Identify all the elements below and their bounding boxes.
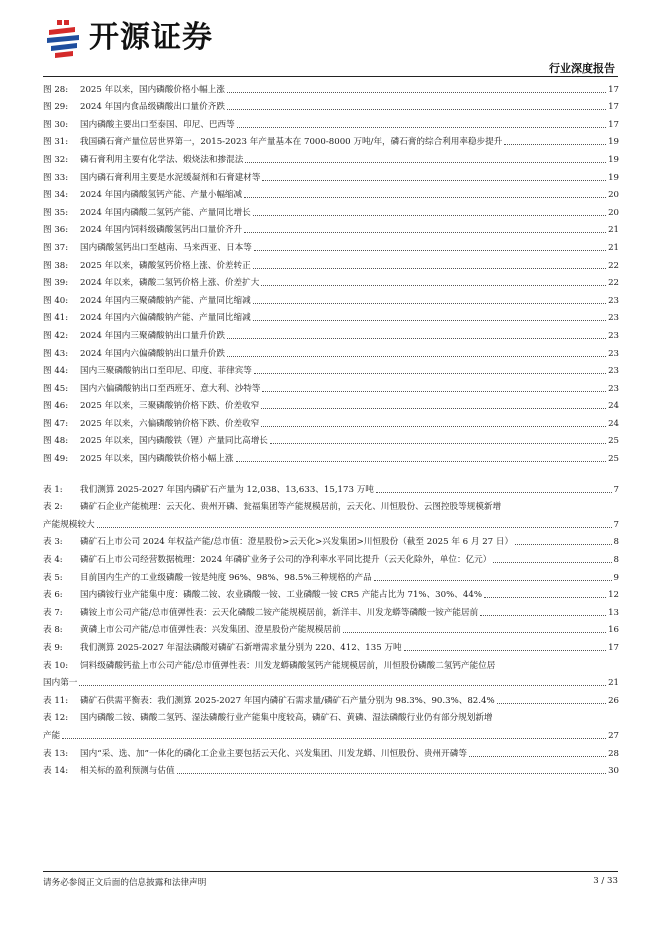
toc-entry-line: [43, 672, 619, 690]
toc-entry-page: 8: [613, 554, 619, 565]
toc-figure-entry[interactable]: [43, 324, 619, 342]
toc-entry-title: 2025 年以来，六偏磷酸钠价格下跌、价差收窄: [80, 418, 260, 429]
toc-entry-label: 图 48:: [43, 436, 69, 447]
toc-leader-dots: [253, 303, 606, 304]
toc-entry-title: 国内“采、选、加”一体化的磷化工企业主要包括云天化、兴发集团、川发龙蟒、川恒股份、贵州开磷等: [80, 748, 467, 759]
toc-leader-dots: [253, 215, 606, 216]
toc-leader-dots: [343, 632, 606, 633]
toc-entry-label: 表 3:: [43, 537, 63, 548]
toc-entry-label: 表 11:: [43, 695, 69, 706]
toc-entry-label: 图 41:: [43, 313, 69, 324]
toc-entry-label: 图 45:: [43, 383, 69, 394]
toc-entry-label: 表 14:: [43, 766, 69, 777]
toc-entry-line: [43, 654, 619, 672]
toc-entry-label: 图 30:: [43, 119, 69, 130]
toc-figure-entry[interactable]: [43, 184, 619, 202]
toc-leader-dots: [261, 426, 606, 427]
toc-entry-label: 图 47:: [43, 418, 69, 429]
toc-entry-line: [43, 760, 619, 778]
toc-leader-dots: [254, 373, 606, 374]
toc-entry-line: [43, 548, 619, 566]
toc-entry-title: 2025 年以来，国内磷酸价格小幅上涨: [80, 84, 225, 95]
table-list: [43, 478, 619, 777]
toc-entry-page: 27: [608, 730, 619, 741]
toc-entry-page: 23: [608, 348, 619, 359]
toc-entry-label: 表 5:: [43, 572, 63, 583]
toc-entry-title: 2024 年国内六偏磷酸钠出口量升价跌: [80, 348, 225, 359]
toc-entry-label: 图 37:: [43, 242, 69, 253]
toc-entry-title-continued: 产能规模较大: [43, 519, 95, 530]
toc-entry-title: 磷铵上市公司产能/总市值弹性表：云天化磷酸二铵产能规模居前，新洋丰、川发龙蟒等磷酸一铵产能居前: [80, 607, 479, 618]
toc-entry-label: 图 35:: [43, 207, 69, 218]
toc-figure-entry[interactable]: [43, 148, 619, 166]
toc-table-entry[interactable]: [43, 496, 619, 531]
toc-entry-label: 图 40:: [43, 295, 69, 306]
toc-entry-title: 2024 年以来，磷酸二氢钙价格上涨、价差扩大: [80, 278, 260, 289]
toc-entry-page: 20: [608, 207, 619, 218]
toc-entry-label: 图 32:: [43, 154, 69, 165]
toc-entry-title: 国内六偏磷酸钠出口至西班牙、意大利、沙特等: [80, 383, 261, 394]
toc-leader-dots: [227, 338, 606, 339]
toc-leader-dots: [404, 650, 606, 651]
toc-entry-page: 8: [613, 537, 619, 548]
toc-figure-entry[interactable]: [43, 307, 619, 325]
toc-entry-line: [43, 496, 619, 514]
toc-table-entry[interactable]: [43, 636, 619, 654]
toc-figure-entry[interactable]: [43, 219, 619, 237]
toc-entry-page: 23: [608, 295, 619, 306]
toc-leader-dots: [227, 356, 606, 357]
toc-entry-title: 磷矿石上市公司经营数据梳理：2024 年磷矿业务子公司的净利率水平同比提升（云天化除外，单位：亿元）: [80, 554, 492, 565]
toc-entry-line: [43, 689, 619, 707]
toc-entry-title: 相关标的盈利预测与估值: [80, 766, 175, 777]
toc-leader-dots: [515, 544, 611, 545]
toc-leader-dots: [270, 443, 606, 444]
toc-entry-label: 图 44:: [43, 366, 69, 377]
toc-entry-title: 磷矿石企业产能梳理：云天化、贵州开磷、瓮福集团等产能规模居前，云天化、川恒股份、云图控股等规模新增: [80, 502, 502, 513]
toc-entry-page: 21: [608, 225, 619, 236]
toc-entry-page: 19: [608, 172, 619, 183]
toc-entry-page: 17: [608, 119, 619, 130]
toc-leader-dots: [261, 408, 606, 409]
toc-entry-page: 23: [608, 313, 619, 324]
toc-entry-title: 2024 年国内三聚磷酸钠出口量升价跌: [80, 330, 225, 341]
toc-entry-title: 我们测算 2025-2027 年国内磷矿石产量为 12,038、13,633、15,173 万吨: [80, 484, 374, 495]
toc-leader-dots: [245, 162, 606, 163]
toc-entry-title: 2024 年国内磷酸二氢钙产能、产量同比增长: [80, 207, 251, 218]
toc-entry-page: 23: [608, 383, 619, 394]
toc-entry-label: 图 43:: [43, 348, 69, 359]
toc-leader-dots: [493, 562, 611, 563]
toc-leader-dots: [376, 492, 612, 493]
toc-table-entry[interactable]: [43, 689, 619, 707]
toc-entry-title: 国内磷酸二铵、磷酸二氢钙、湿法磷酸行业产能集中度较高，磷矿石、黄磷、湿法磷酸行业仍有部分规划新增: [80, 713, 493, 724]
footer-divider: [43, 871, 618, 872]
toc-entry-line: [43, 478, 619, 496]
toc-entry-page: 22: [608, 278, 619, 289]
toc-leader-dots: [253, 268, 606, 269]
toc-leader-dots: [227, 109, 606, 110]
toc-entry-page: 9: [613, 572, 619, 583]
toc-leader-dots: [374, 580, 612, 581]
toc-entry-title: 国内磷铵行业产能集中度：磷酸二铵、农业磷酸一铵、工业磷酸一铵 CR5 产能占比为 71%、30%、44%: [80, 590, 482, 601]
toc-entry-page: 19: [608, 137, 619, 148]
toc-entry-title: 2024 年国内食品级磷酸出口量价齐跌: [80, 102, 225, 113]
toc-entry-title: 国内磷石膏利用主要是水泥缓凝剂和石膏建材等: [80, 172, 261, 183]
toc-entry-title: 2024 年国内饲料级磷酸氢钙出口量价齐升: [80, 225, 243, 236]
toc-leader-dots: [244, 232, 606, 233]
toc-figure-entry[interactable]: [43, 289, 619, 307]
toc-table-entry[interactable]: [43, 548, 619, 566]
page-number: 3 / 33: [593, 876, 618, 886]
toc-entry-label: 图 39:: [43, 278, 69, 289]
toc-figure-entry[interactable]: [43, 96, 619, 114]
toc-entry-label: 图 34:: [43, 190, 69, 201]
toc-entry-label: 表 8:: [43, 625, 63, 636]
header-divider: [43, 76, 618, 77]
report-type-label: 行业深度报告: [549, 62, 615, 75]
toc-entry-title: 2025 年以来，国内磷酸铁价格小幅上涨: [80, 454, 234, 465]
toc-entry-page: 12: [608, 590, 619, 601]
toc-entry-title: 磷矿石上市公司 2024 年权益产能/总市值：澄星股份>云天化>兴发集团>川恒股份（截至 2025 年 6 月 27 日）: [80, 537, 514, 548]
toc-leader-dots: [261, 285, 606, 286]
toc-entry-label: 图 38:: [43, 260, 69, 271]
toc-entry-line: [43, 742, 619, 760]
toc-entry-page: 19: [608, 154, 619, 165]
toc-entry-page: 17: [608, 84, 619, 95]
toc-entry-page: 21: [608, 242, 619, 253]
toc-entry-page: 28: [608, 748, 619, 759]
toc-entry-title-continued: 产能: [43, 730, 61, 741]
toc-leader-dots: [62, 738, 606, 739]
toc-entry-line: [43, 619, 619, 637]
toc-leader-dots: [480, 615, 606, 616]
toc-leader-dots: [504, 144, 606, 145]
toc-entry-page: 20: [608, 190, 619, 201]
toc-figure-entry[interactable]: [43, 395, 619, 413]
toc-figure-entry[interactable]: [43, 377, 619, 395]
toc-entry-page: 23: [608, 366, 619, 377]
toc-entry-title: 2024 年国内六偏磷酸钠产能、产量同比缩减: [80, 313, 251, 324]
toc-entry-line: [43, 707, 619, 725]
toc-leader-dots: [79, 685, 606, 686]
toc-table-entry[interactable]: [43, 584, 619, 602]
toc-leader-dots: [469, 756, 606, 757]
toc-entry-page: 24: [608, 418, 619, 429]
toc-figure-entry[interactable]: [43, 113, 619, 131]
toc-figure-entry[interactable]: [43, 342, 619, 360]
toc-entry-page: 7: [613, 519, 619, 530]
toc-entry-line: [43, 724, 619, 742]
toc-entry-label: 图 36:: [43, 225, 69, 236]
toc-figure-entry[interactable]: [43, 447, 619, 465]
toc-entry-page: 23: [608, 330, 619, 341]
toc-entry-label: 图 49:: [43, 454, 69, 465]
toc-table-entry[interactable]: [43, 531, 619, 549]
toc-entry-page: 25: [608, 436, 619, 447]
toc-entry-label: 图 31:: [43, 137, 69, 148]
toc-entry-title: 目前国内生产的工业级磷酸一铵是纯度 96%、98%、98.5%三种规格的产品: [80, 572, 372, 583]
toc-entry-label: 图 46:: [43, 401, 69, 412]
toc-entry-title: 2025 年以来，三聚磷酸钠价格下跌、价差收窄: [80, 401, 260, 412]
toc-entry-title: 2024 年国内磷酸氢钙产能、产量小幅缩减: [80, 190, 243, 201]
toc-entry-title: 磷石膏利用主要有化学法、煅烧法和掺混法: [80, 154, 244, 165]
toc-figure-entry[interactable]: [43, 78, 619, 96]
toc-leader-dots: [236, 461, 607, 462]
toc-figure-entry[interactable]: [43, 201, 619, 219]
toc-entry-title: 国内三聚磷酸钠出口至印尼、印度、菲律宾等: [80, 366, 252, 377]
toc-table-entry[interactable]: [43, 478, 619, 496]
toc-entry-label: 图 42:: [43, 330, 69, 341]
toc-leader-dots: [497, 703, 606, 704]
toc-entry-title: 国内磷酸氢钙出口至越南、马来西亚、日本等: [80, 242, 252, 253]
toc-entry-page: 7: [613, 484, 619, 495]
toc-leader-dots: [262, 391, 606, 392]
toc-entry-page: 25: [608, 454, 619, 465]
toc-figure-entry[interactable]: [43, 131, 619, 149]
toc-entry-label: 表 13:: [43, 748, 69, 759]
brand-name: 开源证券: [89, 20, 213, 55]
toc-entry-page: 22: [608, 260, 619, 271]
toc-entry-page: 21: [608, 678, 619, 689]
toc-entry-page: 17: [608, 102, 619, 113]
toc-table-entry[interactable]: [43, 601, 619, 619]
toc-entry-label: 表 4:: [43, 554, 63, 565]
toc-entry-line: [43, 636, 619, 654]
toc-entry-title: 黄磷上市公司产能/总市值弹性表：兴发集团、澄星股份产能规模居前: [80, 625, 341, 636]
toc-leader-dots: [97, 527, 612, 528]
toc-entry-label: 表 7:: [43, 607, 63, 618]
toc-entry-page: 17: [608, 642, 619, 653]
toc-entry-line: [43, 531, 619, 549]
toc-entry-label: 表 2:: [43, 502, 63, 513]
toc-entry-label: 表 1:: [43, 484, 63, 495]
toc-entry-label: 表 10:: [43, 660, 69, 671]
toc-entry-page: 30: [608, 766, 619, 777]
toc-entry-page: 13: [608, 607, 619, 618]
toc-entry-title: 磷矿石供需平衡表：我们测算 2025-2027 年国内磷矿石需求量/磷矿石产量分别为 98.3%、90.3%、82.4%: [80, 695, 495, 706]
brand-logo: [45, 18, 265, 58]
toc-entry-label: 表 6:: [43, 590, 63, 601]
toc-figure-entry[interactable]: [43, 360, 619, 378]
toc-table-entry[interactable]: [43, 566, 619, 584]
toc-entry-page: 16: [608, 625, 619, 636]
toc-table-entry[interactable]: [43, 760, 619, 778]
toc-leader-dots: [237, 127, 606, 128]
toc-table-entry[interactable]: [43, 707, 619, 742]
toc-entry-label: 图 28:: [43, 84, 69, 95]
toc-entry-label: 表 12:: [43, 713, 69, 724]
toc-leader-dots: [227, 92, 606, 93]
toc-entry-label: 图 29:: [43, 102, 69, 113]
toc-entry-line: [43, 513, 619, 531]
toc-entry-page: 26: [608, 695, 619, 706]
toc-entry-line: [43, 566, 619, 584]
toc-leader-dots: [253, 320, 606, 321]
toc-entry-title: 我们测算 2025-2027 年湿法磷酸对磷矿石新增需求量分别为 220、412、135 万吨: [80, 642, 402, 653]
toc-leader-dots: [484, 597, 606, 598]
toc-table-entry[interactable]: [43, 654, 619, 689]
toc-figure-entry[interactable]: [43, 236, 619, 254]
footer-disclaimer: 请务必参阅正文后面的信息披露和法律声明: [43, 878, 207, 888]
toc-leader-dots: [262, 180, 606, 181]
toc-figure-entry[interactable]: [43, 254, 619, 272]
toc-leader-dots: [244, 197, 606, 198]
toc-entry-label: 图 33:: [43, 172, 69, 183]
toc-entry-title: 2025 年以来，磷酸氢钙价格上涨、价差转正: [80, 260, 251, 271]
toc-table-entry[interactable]: [43, 619, 619, 637]
toc-entry-title: 饲料级磷酸钙盐上市公司产能/总市值弹性表：川发龙蟒磷酸氢钙产能规模居前，川恒股份磷酸二氢钙产能位居: [80, 660, 496, 671]
toc-entry-title: 我国磷石膏产量位居世界第一，2015-2023 年产量基本在 7000-8000 万吨/年，磷石膏的综合利用率稳步提升: [80, 137, 503, 148]
toc-entry-label: 表 9:: [43, 642, 63, 653]
toc-leader-dots: [254, 250, 606, 251]
toc-entry-title: 国内磷酸主要出口至泰国、印尼、巴西等: [80, 119, 235, 130]
toc-figure-entry[interactable]: [43, 166, 619, 184]
toc-entry-line: [43, 601, 619, 619]
toc-table-entry[interactable]: [43, 742, 619, 760]
toc-entry-line: [43, 584, 619, 602]
toc-entry-page: 24: [608, 401, 619, 412]
toc-entry-title: 2024 年国内三聚磷酸钠产能、产量同比缩减: [80, 295, 251, 306]
toc-figure-entry[interactable]: [43, 430, 619, 448]
brand-logo-icon: [45, 18, 81, 58]
toc-figure-entry[interactable]: [43, 412, 619, 430]
figure-list: [43, 78, 619, 465]
toc-entry-title: 2025 年以来，国内磷酸铁（锂）产量同比高增长: [80, 436, 268, 447]
toc-leader-dots: [177, 773, 607, 774]
toc-entry-title-continued: 国内第一: [43, 678, 78, 689]
toc-figure-entry[interactable]: [43, 272, 619, 290]
